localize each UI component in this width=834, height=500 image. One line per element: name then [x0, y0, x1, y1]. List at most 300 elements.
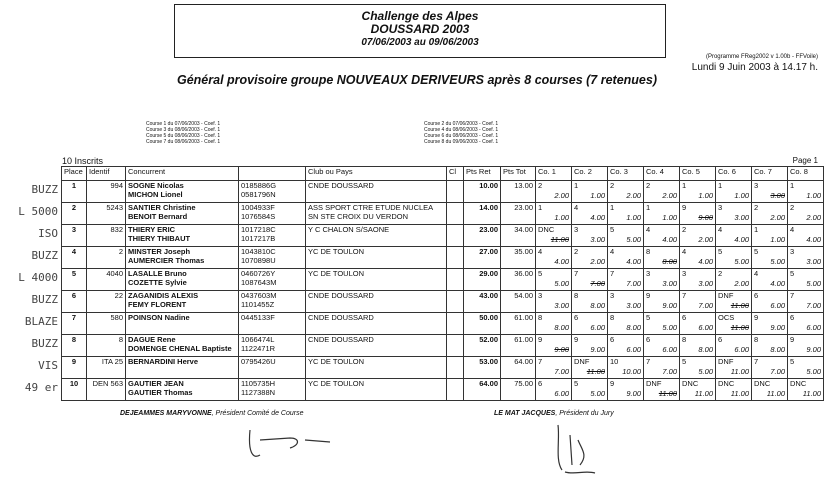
- race-points: 9.00: [626, 389, 641, 398]
- race-rank: OCS: [718, 313, 735, 322]
- pts-tot-cell-line: 75.00: [514, 379, 533, 388]
- club-cell-line: YC DE TOULON: [308, 357, 364, 366]
- pts-ret-cell-line: 43.00: [479, 291, 498, 300]
- race-rank: 2: [610, 181, 615, 190]
- race-result-cell: [644, 269, 680, 291]
- race-list-right: [424, 121, 498, 145]
- identif-cell: [87, 335, 126, 357]
- race-result-cell: [608, 291, 644, 313]
- race-rank: 2: [682, 225, 687, 234]
- race-points: 6.00: [770, 301, 785, 310]
- race-result-cell: [680, 313, 716, 335]
- class-cell: [447, 379, 464, 401]
- pts-tot-cell: [501, 203, 536, 225]
- race-result-cell: [608, 225, 644, 247]
- race-rank: 1: [646, 203, 651, 212]
- race-entry: Course 7 du 08/06/2003 - Coef. 1: [146, 139, 221, 145]
- pts-tot-cell: [501, 357, 536, 379]
- race-rank: DNF: [718, 291, 734, 300]
- pts-tot-cell-line: 13.00: [514, 181, 533, 190]
- jury-name: LE MAT JACQUES: [494, 410, 556, 417]
- pts-ret-cell: [464, 291, 501, 313]
- club-cell-line: SN STE CROIX DU VERDON: [308, 212, 409, 221]
- pts-tot-cell-line: 54.00: [514, 291, 533, 300]
- race-points: 1.00: [698, 191, 713, 200]
- race-result-cell: [788, 203, 824, 225]
- race-rank: 6: [790, 313, 795, 322]
- race-points: 8.00: [626, 323, 641, 332]
- race-points: 9.00: [554, 345, 569, 354]
- race-result-cell: [752, 335, 788, 357]
- race-rank: 9: [646, 291, 651, 300]
- club-cell-line: CNDE DOUSSARD: [308, 181, 374, 190]
- race-points: 2.00: [554, 191, 569, 200]
- race-rank: 1: [538, 203, 543, 212]
- race-points: 3.00: [698, 279, 713, 288]
- race-points: 7.00: [806, 301, 821, 310]
- race-points: 6.00: [806, 323, 821, 332]
- race-result-cell: [644, 357, 680, 379]
- column-header: Concurrent: [126, 167, 239, 181]
- race-rank: 6: [718, 335, 723, 344]
- place-cell: [62, 291, 87, 313]
- race-result-cell: [644, 203, 680, 225]
- race-result-cell: [716, 335, 752, 357]
- race-points: 5.00: [554, 279, 569, 288]
- club-cell: [306, 247, 447, 269]
- race-rank: 9: [682, 203, 687, 212]
- pts-tot-cell-line: 23.00: [514, 203, 533, 212]
- race-points: 7.00: [662, 367, 677, 376]
- race-rank: DNF: [574, 357, 590, 366]
- pts-tot-cell: [501, 291, 536, 313]
- license-cell: [239, 203, 306, 225]
- place-cell: [62, 203, 87, 225]
- race-rank: 4: [682, 247, 687, 256]
- class-cell: [447, 203, 464, 225]
- competitor-cell-line: AUMERCIER Thomas: [128, 256, 205, 265]
- race-points: 10.00: [622, 367, 641, 376]
- race-points: 7.00: [590, 279, 605, 288]
- race-rank: 9: [538, 335, 543, 344]
- race-points: 11.00: [694, 389, 713, 398]
- race-rank: 2: [790, 203, 795, 212]
- competitor-cell-line: MINSTER Joseph: [128, 247, 191, 256]
- race-points: 4.00: [770, 279, 785, 288]
- license-cell-line: 1076584S: [241, 212, 276, 221]
- race-result-cell: [680, 203, 716, 225]
- race-result-cell: [680, 291, 716, 313]
- pts-ret-cell: [464, 225, 501, 247]
- license-cell-line: 0581796N: [241, 190, 276, 199]
- identif-cell-line: 832: [110, 225, 123, 234]
- race-result-cell: [644, 379, 680, 401]
- column-header: Cl: [447, 167, 464, 181]
- race-rank: 4: [538, 247, 543, 256]
- pts-ret-cell-line: 10.00: [479, 181, 498, 190]
- license-cell-line: 1105735H: [241, 379, 276, 388]
- license-cell: [239, 269, 306, 291]
- race-points: 4.00: [734, 235, 749, 244]
- race-rank: 3: [718, 203, 723, 212]
- race-result-cell: [680, 335, 716, 357]
- column-header: Co. 7: [752, 167, 788, 181]
- race-points: 4.00: [626, 257, 641, 266]
- race-rank: 2: [754, 203, 759, 212]
- race-result-cell: [572, 357, 608, 379]
- race-points: 2.00: [662, 191, 677, 200]
- race-result-cell: [536, 269, 572, 291]
- race-result-cell: [644, 247, 680, 269]
- column-header: Co. 8: [788, 167, 824, 181]
- race-points: 9.00: [770, 323, 785, 332]
- race-result-cell: [608, 313, 644, 335]
- race-points: 7.00: [554, 367, 569, 376]
- race-entry: Course 8 du 09/06/2003 - Coef. 1: [424, 139, 499, 145]
- race-result-cell: [608, 247, 644, 269]
- license-cell-line: 0185886G: [241, 181, 277, 190]
- race-points: 8.00: [554, 323, 569, 332]
- pts-ret-cell: [464, 247, 501, 269]
- club-cell-line: ASS SPORT CTRE ETUDE NUCLEA: [308, 203, 434, 212]
- place-cell-line: 2: [71, 203, 77, 212]
- race-points: 4.00: [698, 257, 713, 266]
- race-points: 6.00: [698, 323, 713, 332]
- race-result-cell: [608, 181, 644, 203]
- race-rank: 3: [574, 225, 579, 234]
- license-cell-line: 1127388N: [241, 388, 276, 397]
- column-header: Co. 3: [608, 167, 644, 181]
- event-location: DOUSSARD 2003: [370, 22, 470, 36]
- competitor-cell-line: SOGNE Nicolas: [128, 181, 184, 190]
- handwritten-margin-note: 49 er: [24, 380, 58, 394]
- race-rank: DNC: [718, 379, 735, 388]
- event-dates: 07/06/2003 au 09/06/2003: [361, 37, 479, 48]
- license-cell-line: 1101455Z: [241, 300, 275, 309]
- race-points: 2.00: [626, 191, 641, 200]
- license-cell-line: 1017217B: [241, 234, 276, 243]
- race-points: 7.00: [626, 279, 641, 288]
- place-cell: [62, 269, 87, 291]
- race-points: 9.00: [806, 345, 821, 354]
- race-result-cell: [716, 181, 752, 203]
- race-entry: Course 5 du 08/06/2003 - Coef. 1: [146, 133, 221, 139]
- race-points: 6.00: [554, 389, 569, 398]
- race-points: 6.00: [590, 323, 605, 332]
- race-result-cell: [608, 269, 644, 291]
- race-rank: DNF: [718, 357, 734, 366]
- race-rank: 2: [574, 247, 579, 256]
- class-cell: [447, 357, 464, 379]
- race-rank: 5: [790, 357, 795, 366]
- race-points: 1.00: [734, 191, 749, 200]
- race-result-cell: [716, 247, 752, 269]
- race-result-cell: [788, 181, 824, 203]
- race-result-cell: [716, 291, 752, 313]
- race-rank: 9: [610, 379, 615, 388]
- race-points: 5.00: [662, 323, 677, 332]
- column-header: Co. 4: [644, 167, 680, 181]
- competitor-cell: [126, 357, 239, 379]
- identif-cell: [87, 247, 126, 269]
- handwritten-margin-note: BUZZ: [31, 182, 58, 196]
- race-rank: 8: [754, 335, 759, 344]
- race-points: 11.00: [766, 389, 785, 398]
- class-cell: [447, 247, 464, 269]
- pts-ret-cell: [464, 181, 501, 203]
- handwritten-margin-note: L 5000: [18, 204, 58, 218]
- race-rank: DNC: [682, 379, 699, 388]
- place-cell-line: 7: [71, 313, 77, 322]
- table-row: [62, 357, 824, 379]
- race-points: 11.00: [550, 235, 569, 244]
- race-points: 3.00: [662, 279, 677, 288]
- license-cell: [239, 181, 306, 203]
- race-result-cell: [572, 313, 608, 335]
- license-cell-line: 1066474L: [241, 335, 275, 344]
- race-committee-role: , Président Comité de Course: [211, 410, 304, 417]
- race-rank: 2: [646, 181, 651, 190]
- handwritten-margin-note: VIS: [38, 358, 58, 372]
- pts-ret-cell-line: 23.00: [479, 225, 498, 234]
- place-cell: [62, 181, 87, 203]
- competitor-cell: [126, 203, 239, 225]
- competitor-cell-line: BENOIT Bernard: [128, 212, 188, 221]
- place-cell: [62, 247, 87, 269]
- race-result-cell: [788, 225, 824, 247]
- race-points: 11.00: [730, 301, 749, 310]
- race-result-cell: [788, 357, 824, 379]
- competitor-cell-line: POINSON Nadine: [128, 313, 190, 322]
- race-points: 1.00: [626, 213, 641, 222]
- race-rank: DNC: [538, 225, 555, 234]
- class-cell: [447, 269, 464, 291]
- race-result-cell: [536, 225, 572, 247]
- jury-role: , Président du Jury: [555, 410, 614, 417]
- race-points: 7.00: [698, 301, 713, 310]
- competitor-cell-line: LASALLE Bruno: [128, 269, 187, 278]
- handwritten-margin-note: BLAZE: [24, 314, 58, 328]
- race-rank: 5: [574, 379, 579, 388]
- race-rank: 8: [574, 291, 579, 300]
- race-result-cell: [680, 225, 716, 247]
- race-rank: 4: [610, 247, 615, 256]
- race-result-cell: [752, 357, 788, 379]
- race-points: 5.00: [806, 279, 821, 288]
- race-rank: 7: [610, 269, 615, 278]
- race-result-cell: [788, 313, 824, 335]
- competitor-cell: [126, 225, 239, 247]
- race-points: 5.00: [734, 257, 749, 266]
- identif-cell: [87, 203, 126, 225]
- race-rank: 9: [574, 335, 579, 344]
- race-points: 5.00: [770, 257, 785, 266]
- table-row: [62, 247, 824, 269]
- pts-tot-cell: [501, 379, 536, 401]
- license-cell: [239, 335, 306, 357]
- race-entry: Course 3 du 08/06/2003 - Coef. 1: [146, 127, 221, 133]
- race-rank: 1: [790, 181, 795, 190]
- race-points: 9.00: [662, 301, 677, 310]
- race-rank: 9: [790, 335, 795, 344]
- identif-cell: [87, 225, 126, 247]
- race-rank: 10: [610, 357, 619, 366]
- race-points: 8.00: [698, 345, 713, 354]
- license-cell: [239, 357, 306, 379]
- race-result-cell: [716, 357, 752, 379]
- race-result-cell: [536, 247, 572, 269]
- race-rank: 8: [646, 247, 651, 256]
- license-cell-line: 0445133F: [241, 313, 275, 322]
- race-points: 4.00: [662, 235, 677, 244]
- race-result-cell: [788, 335, 824, 357]
- pts-tot-cell: [501, 247, 536, 269]
- race-rank: 6: [646, 335, 651, 344]
- race-points: 6.00: [734, 345, 749, 354]
- competitor-cell: [126, 269, 239, 291]
- race-result-cell: [572, 203, 608, 225]
- pts-tot-cell: [501, 335, 536, 357]
- place-cell: [62, 225, 87, 247]
- column-header: Club ou Pays: [306, 167, 447, 181]
- club-cell: [306, 269, 447, 291]
- race-rank: 6: [538, 379, 543, 388]
- race-result-cell: [716, 269, 752, 291]
- race-points: 5.00: [698, 367, 713, 376]
- race-rank: 7: [574, 269, 579, 278]
- race-result-cell: [608, 203, 644, 225]
- pts-tot-cell-line: 61.00: [514, 335, 533, 344]
- identif-cell: [87, 379, 126, 401]
- place-cell: [62, 313, 87, 335]
- race-rank: 3: [754, 181, 759, 190]
- table-row: [62, 181, 824, 203]
- race-points: 4.00: [590, 213, 605, 222]
- race-result-cell: [788, 269, 824, 291]
- event-title: Challenge des Alpes: [361, 9, 479, 23]
- identif-cell-line: DEN 563: [92, 379, 123, 388]
- race-rank: 4: [646, 225, 651, 234]
- table-row: [62, 225, 824, 247]
- competitor-cell: [126, 313, 239, 335]
- club-cell-line: CNDE DOUSSARD: [308, 291, 374, 300]
- license-cell: [239, 247, 306, 269]
- club-cell: [306, 313, 447, 335]
- pts-tot-cell-line: 34.00: [514, 225, 533, 234]
- race-points: 3.00: [590, 235, 605, 244]
- entries-count: 10 Inscrits: [62, 156, 104, 166]
- pts-ret-cell: [464, 313, 501, 335]
- race-points: 8.00: [770, 345, 785, 354]
- race-rank: 8: [682, 335, 687, 344]
- class-cell: [447, 291, 464, 313]
- column-header: Pts Tot: [501, 167, 536, 181]
- race-result-cell: [572, 291, 608, 313]
- race-result-cell: [644, 291, 680, 313]
- race-points: 11.00: [730, 323, 749, 332]
- race-points: 9.00: [590, 345, 605, 354]
- race-result-cell: [716, 313, 752, 335]
- column-header: Co. 2: [572, 167, 608, 181]
- pts-tot-cell: [501, 181, 536, 203]
- race-points: 1.00: [806, 191, 821, 200]
- place-cell-line: 5: [71, 269, 77, 278]
- license-cell: [239, 225, 306, 247]
- pts-ret-cell-line: 29.00: [479, 269, 498, 278]
- place-cell: [62, 335, 87, 357]
- handwritten-signature-left: [230, 420, 350, 470]
- program-version: (Programme FReg2002 v 1.00b - FFVoile): [705, 54, 818, 60]
- race-rank: 4: [574, 203, 579, 212]
- race-points: 4.00: [806, 235, 821, 244]
- identif-cell: [87, 357, 126, 379]
- identif-cell-line: ITA 25: [101, 357, 123, 366]
- race-result-cell: [608, 379, 644, 401]
- race-points: 2.00: [698, 235, 713, 244]
- race-result-cell: [788, 379, 824, 401]
- handwritten-signature-right: [540, 420, 610, 480]
- race-result-cell: [680, 357, 716, 379]
- race-points: 6.00: [626, 345, 641, 354]
- race-rank: 6: [754, 291, 759, 300]
- table-row: [62, 203, 824, 225]
- race-points: 3.00: [734, 213, 749, 222]
- race-result-cell: [752, 225, 788, 247]
- race-points: 2.00: [770, 213, 785, 222]
- race-rank: 7: [646, 357, 651, 366]
- club-cell: [306, 203, 447, 225]
- race-rank: 1: [718, 181, 723, 190]
- race-entry: Course 4 du 08/06/2003 - Coef. 1: [424, 127, 499, 133]
- license-cell-line: 1122471R: [241, 344, 276, 353]
- competitor-cell: [126, 291, 239, 313]
- race-result-cell: [536, 181, 572, 203]
- race-rank: 5: [754, 247, 759, 256]
- race-rank: 5: [790, 269, 795, 278]
- pts-ret-cell-line: 64.00: [479, 379, 498, 388]
- competitor-cell-line: COZETTE Sylvie: [128, 278, 187, 287]
- race-result-cell: [680, 247, 716, 269]
- race-entry: Course 1 du 07/06/2003 - Coef. 1: [146, 121, 221, 127]
- place-cell-line: 10: [69, 379, 79, 388]
- race-rank: 7: [538, 357, 543, 366]
- handwritten-margin-note: L 4000: [18, 270, 58, 284]
- competitor-cell-line: THIERY THIBAUT: [128, 234, 191, 243]
- race-rank: 5: [610, 225, 615, 234]
- race-result-cell: [752, 181, 788, 203]
- race-rank: 5: [682, 357, 687, 366]
- competitor-cell-line: DAGUE Rene: [128, 335, 176, 344]
- race-result-cell: [752, 203, 788, 225]
- club-cell-line: YC DE TOULON: [308, 379, 364, 388]
- race-points: 1.00: [554, 213, 569, 222]
- column-header: Co. 6: [716, 167, 752, 181]
- signature-right: [494, 410, 614, 417]
- license-cell-line: 1070898U: [241, 256, 276, 265]
- race-points: 3.00: [770, 191, 785, 200]
- competitor-cell: [126, 247, 239, 269]
- race-rank: DNC: [790, 379, 807, 388]
- competitor-cell-line: FEMY FLORENT: [128, 300, 187, 309]
- pts-ret-cell: [464, 357, 501, 379]
- pts-tot-cell: [501, 225, 536, 247]
- race-points: 4.00: [554, 257, 569, 266]
- race-result-cell: [572, 269, 608, 291]
- race-rank: 7: [790, 291, 795, 300]
- class-cell: [447, 313, 464, 335]
- identif-cell-line: 2: [118, 247, 123, 256]
- race-rank: 5: [538, 269, 543, 278]
